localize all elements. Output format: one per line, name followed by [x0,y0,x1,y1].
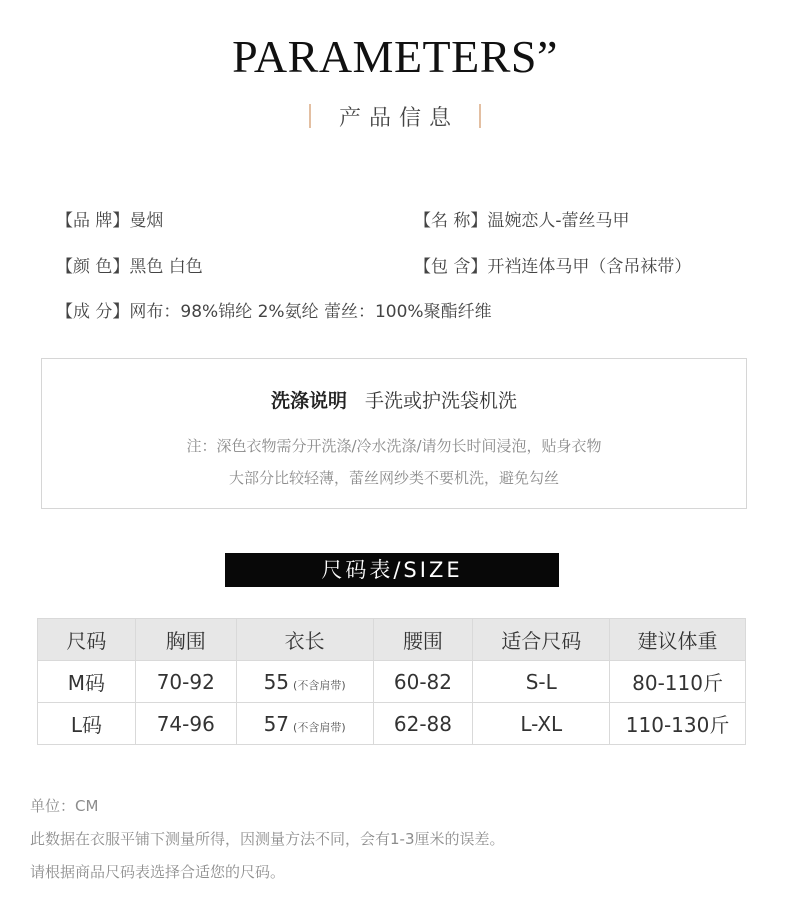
wash-note-line1: 注：深色衣物需分开洗涤/冷水洗涤/请勿长时间浸泡，贴身衣物 [186,437,602,455]
header-size: 尺码 [38,619,136,661]
header-waist: 腰围 [373,619,473,661]
table-row [38,703,746,745]
info-contains [414,252,691,277]
name-value: 温婉恋人-蕾丝马甲 [487,211,630,231]
header-length: 衣长 [236,619,373,661]
wash-heading [42,386,746,413]
header-weight: 建议体重 [610,619,746,661]
header-bust: 胸围 [135,619,236,661]
cell-fit-size: L-XL [473,703,610,745]
composition-value: 网布：98%锦纶 2%氨纶 蕾丝：100%聚酯纤维 [129,302,492,322]
length-note: (不含肩带) [293,720,346,734]
brand-label: 【品 牌】 [56,211,130,231]
left-accent-bar [309,104,311,128]
info-name [414,206,630,231]
cell-fit-size: S-L [473,661,610,703]
size-chart-banner: 尺码表/SIZE [225,553,559,587]
right-accent-bar [479,104,481,128]
length-note: (不含肩带) [293,678,346,692]
color-label: 【颜 色】 [56,257,130,277]
footer-unit: 单位：CM [30,797,99,815]
footer-line1: 此数据在衣服平铺下测量所得，因测量方法不同，会有1-3厘米的误差。 [30,830,505,848]
info-color [56,252,203,277]
contains-label: 【包 含】 [414,257,488,277]
page-title: PARAMETERS” [232,31,558,82]
contains-value: 开裆连体马甲（含吊袜带） [487,257,692,277]
composition-label: 【成 分】 [56,302,130,322]
size-table-header-row [38,619,746,661]
wash-title: 洗涤说明 [270,390,347,412]
wash-note-line2: 大部分比较轻薄，蕾丝网纱类不要机洗，避免勾丝 [228,469,559,487]
table-row [38,661,746,703]
info-composition [56,297,492,322]
cell-bust: 70-92 [135,661,236,703]
cell-weight: 110-130斤 [610,703,746,745]
cell-waist: 62-88 [373,703,473,745]
cell-length [236,661,373,703]
cell-size: M码 [38,661,136,703]
color-value: 黑色 白色 [129,257,203,277]
header-fit-size: 适合尺码 [473,619,610,661]
section-subtitle [0,101,790,131]
info-brand [56,206,163,231]
length-value: 57 [263,711,290,736]
cell-weight: 80-110斤 [610,661,746,703]
cell-waist: 60-82 [373,661,473,703]
brand-value: 曼烟 [129,211,164,231]
size-table [37,618,746,745]
cell-length [236,703,373,745]
length-value: 55 [263,669,290,694]
name-label: 【名 称】 [414,211,488,231]
wash-method: 手洗或护洗袋机洗 [365,390,518,412]
subtitle-text: 产品信息 [338,105,459,131]
wash-instructions-box [41,358,747,509]
cell-size: L码 [38,703,136,745]
cell-bust: 74-96 [135,703,236,745]
footer-line2: 请根据商品尺码表选择合适您的尺码。 [30,863,286,881]
